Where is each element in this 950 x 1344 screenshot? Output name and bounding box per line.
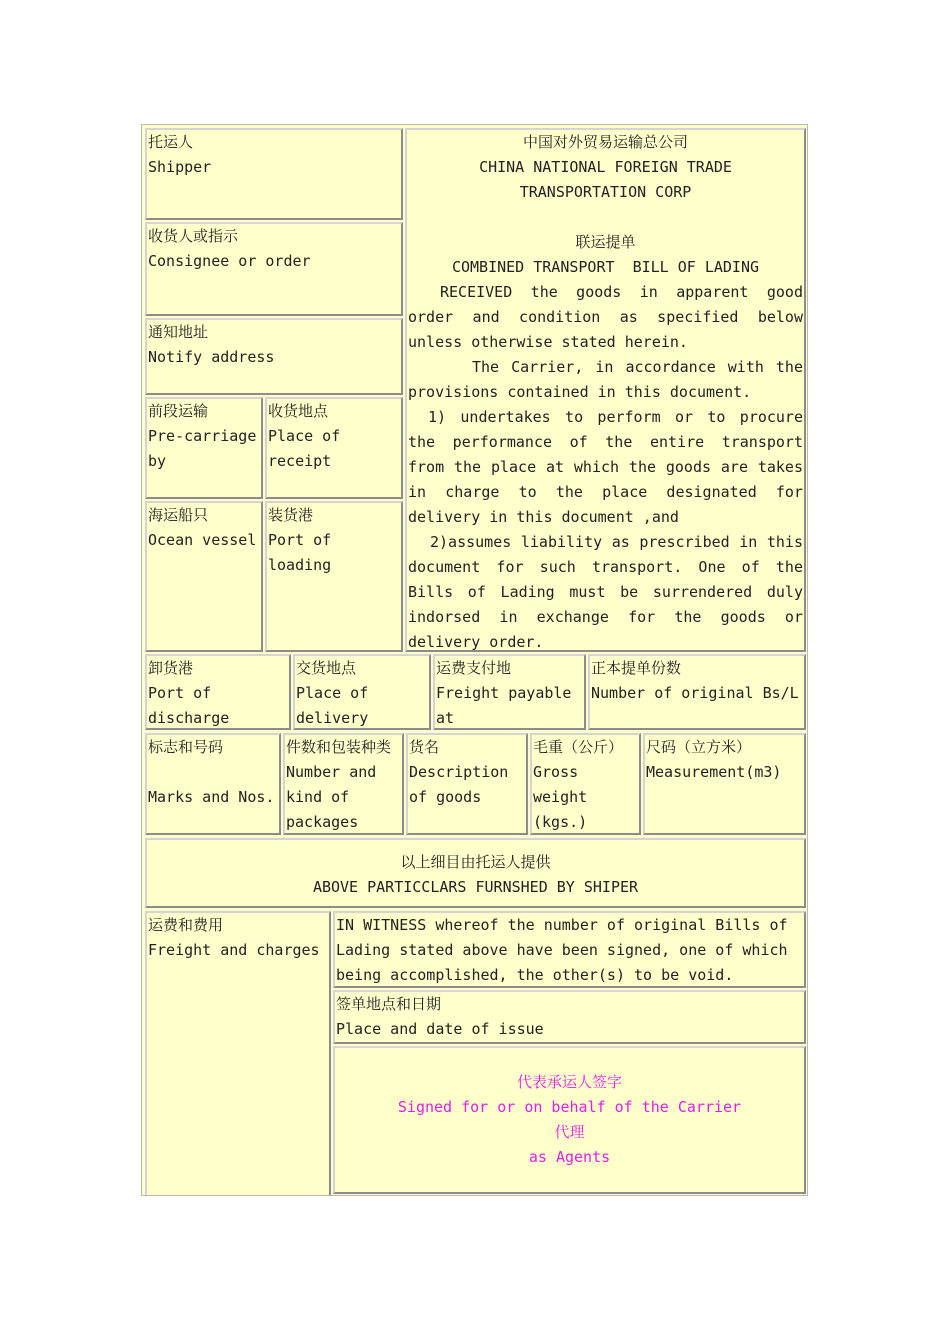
shipper-label-cn: 托运人: [148, 133, 194, 151]
carrier-company-en: CHINA NATIONAL FOREIGN TRADE TRANSPORTATION CORP: [479, 158, 732, 201]
document-title-cn: 联运提单: [575, 233, 636, 251]
packages-label-cn: 件数和包装种类: [286, 738, 392, 756]
signature-label-en: Signed for or on behalf of the Carrier: [397, 1098, 742, 1116]
shipper-cell[interactable]: [145, 128, 403, 220]
packages-cell[interactable]: [283, 733, 404, 835]
place-receipt-label-en: Place of receipt: [268, 427, 350, 470]
notify-label-en: Notify address: [148, 348, 275, 366]
port-loading-label-cn: 装货港: [268, 506, 314, 524]
freight-charges-label-cn: 运费和费用: [148, 916, 224, 934]
freight-payable-label-en: Freight payable at: [436, 684, 581, 727]
place-delivery-label-en: Place of delivery: [296, 684, 378, 727]
place-date-label-cn: 签单地点和日期: [336, 995, 442, 1013]
agents-label-cn: 代理: [554, 1123, 585, 1141]
bill-of-lading-form: [141, 124, 808, 1196]
place-and-date-cell[interactable]: [333, 990, 806, 1044]
description-cell[interactable]: [406, 733, 528, 835]
consignee-label-cn: 收货人或指示: [148, 227, 239, 245]
carrier-header-cell: [405, 128, 806, 652]
freight-and-charges-cell[interactable]: [145, 911, 331, 1195]
measurement-cell[interactable]: [643, 733, 806, 835]
description-label-en: Description of goods: [409, 763, 518, 806]
agents-label-en: as Agents: [528, 1148, 611, 1166]
packages-label-en: Number and kind of packages: [286, 763, 386, 831]
place-delivery-label-cn: 交货地点: [296, 659, 357, 677]
terms-paragraph-undertakes: 1) undertakes to perform or to procure the performance of the entire transport from the place at which the goods are takes in charge to the place designated for delivery in this document ,and: [408, 408, 803, 526]
port-discharge-label-cn: 卸货港: [148, 659, 194, 677]
num-originals-label-cn: 正本提单份数: [591, 659, 682, 677]
witness-clause-text: IN WITNESS whereof the number of original Bills of Lading stated above have been signed, one of which being accomplished, the other(s) to be void.: [336, 916, 788, 984]
ocean-vessel-label-cn: 海运船只: [148, 506, 209, 524]
carrier-company-cn: 中国对外贸易运输总公司: [522, 133, 688, 151]
pre-carriage-label-en: Pre-carriage by: [148, 427, 266, 470]
notify-address-cell[interactable]: [145, 318, 403, 395]
freight-charges-label-en: Freight and charges: [148, 941, 320, 959]
consignee-cell[interactable]: [145, 222, 403, 316]
notify-label-cn: 通知地址: [148, 323, 209, 341]
port-loading-label-en: Port of loading: [268, 531, 341, 574]
freight-payable-cell[interactable]: [433, 654, 586, 730]
gross-weight-cell[interactable]: [530, 733, 641, 835]
number-of-originals-cell[interactable]: [588, 654, 806, 730]
marks-label-cn: 标志和号码: [148, 738, 224, 756]
gross-weight-label-cn: 毛重（公斤）: [533, 738, 624, 756]
witness-clause-cell: [333, 911, 806, 988]
measurement-label-en: Measurement(m3): [646, 763, 782, 781]
place-of-delivery-cell[interactable]: [293, 654, 431, 730]
ocean-vessel-label-en: Ocean vessel: [148, 531, 257, 549]
marks-and-nos-cell[interactable]: [145, 733, 281, 835]
num-originals-label-en: Number of original Bs/L: [591, 684, 799, 702]
terms-paragraph-received: RECEIVED the goods in apparent good order and condition as specified below unless otherwise stated herein.: [408, 283, 803, 351]
terms-paragraph-liability: 2)assumes liability as prescribed in this document for such transport. One of the Bills of Lading must be surrendered duly indorsed in exchange for the goods or delivery order.: [408, 533, 803, 651]
port-of-discharge-cell[interactable]: [145, 654, 291, 730]
description-label-cn: 货名: [409, 738, 440, 756]
ocean-vessel-cell[interactable]: [145, 501, 263, 652]
port-discharge-label-en: Port of discharge: [148, 684, 230, 727]
marks-label-en: Marks and Nos.: [148, 788, 275, 806]
measurement-label-cn: 尺码（立方米）: [646, 738, 752, 756]
terms-paragraph-carrier: The Carrier, in accordance with the provisions contained in this document.: [408, 358, 803, 401]
place-date-label-en: Place and date of issue: [336, 1020, 544, 1038]
pre-carriage-label-cn: 前段运输: [148, 402, 209, 420]
signature-cell[interactable]: [333, 1046, 806, 1194]
above-particulars-en: ABOVE PARTICCLARS FURNSHED BY SHIPER: [312, 878, 639, 896]
pre-carriage-cell[interactable]: [145, 397, 266, 499]
signature-label-cn: 代表承运人签字: [516, 1073, 622, 1091]
consignee-label-en: Consignee or order: [148, 252, 311, 270]
freight-payable-label-cn: 运费支付地: [436, 659, 512, 677]
port-of-loading-cell[interactable]: [265, 501, 403, 652]
above-particulars-cell: [145, 838, 806, 908]
place-of-receipt-cell[interactable]: [265, 397, 403, 499]
gross-weight-label-en: Gross weight (kgs.): [533, 763, 597, 831]
shipper-label-en: Shipper: [148, 158, 212, 176]
document-title-en: COMBINED TRANSPORT BILL OF LADING: [451, 258, 760, 276]
place-receipt-label-cn: 收货地点: [268, 402, 329, 420]
above-particulars-cn: 以上细目由托运人提供: [400, 853, 551, 871]
